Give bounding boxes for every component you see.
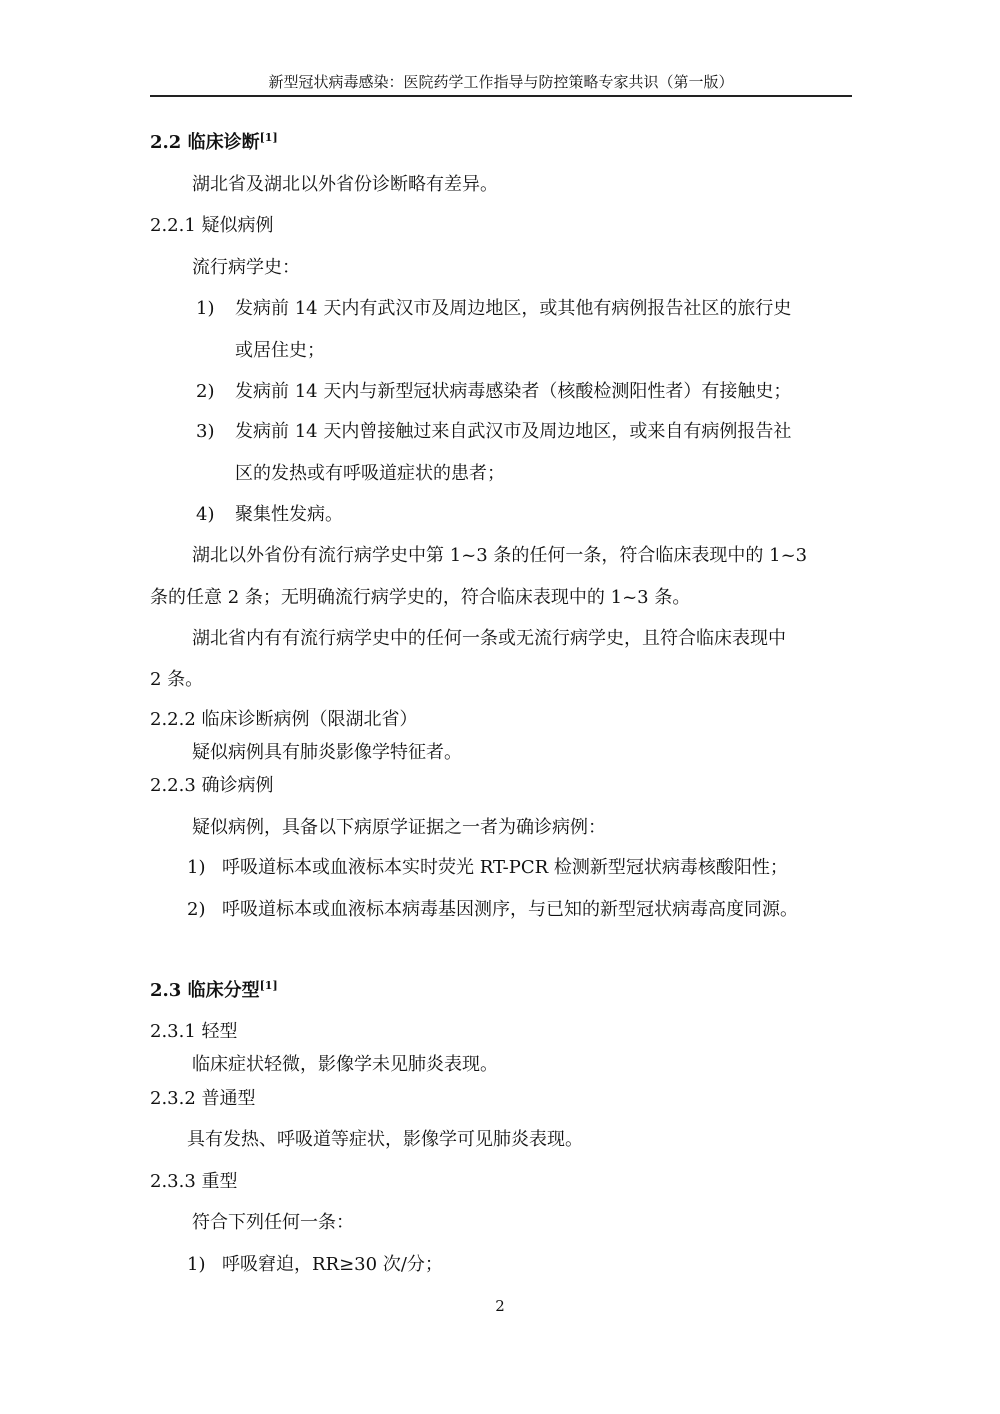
paragraph: 疑似病例，具备以下病原学证据之一者为确诊病例： <box>192 817 606 838</box>
list-item-text-cont: 区的发热或有呼吸道症状的患者； <box>235 463 505 484</box>
subsection-heading-2-3-1: 2.3.1 轻型 <box>150 1021 238 1042</box>
paragraph-line: 2 条。 <box>150 669 204 690</box>
page-number: 2 <box>495 1297 505 1315</box>
paragraph: 疑似病例具有肺炎影像学特征者。 <box>192 742 462 763</box>
list-number: 1) <box>187 1254 206 1275</box>
paragraph: 流行病学史： <box>192 257 300 278</box>
list-number: 1) <box>187 857 206 878</box>
list-number: 2) <box>187 899 206 920</box>
paragraph: 具有发热、呼吸道等症状，影像学可见肺炎表现。 <box>187 1129 583 1150</box>
section-heading-2-2 <box>150 130 278 156</box>
header-rule <box>150 95 852 97</box>
subsection-heading-2-2-1: 2.2.1 疑似病例 <box>150 215 274 236</box>
reference-mark: [1] <box>259 131 278 144</box>
list-number: 4) <box>196 504 215 525</box>
paragraph: 临床症状轻微，影像学未见肺炎表现。 <box>192 1054 498 1075</box>
list-number: 2) <box>196 381 215 402</box>
list-number: 3) <box>196 421 215 442</box>
paragraph-line: 条的任意 2 条；无明确流行病学史的，符合临床表现中的 1~3 条。 <box>150 587 691 608</box>
paragraph: 湖北省及湖北以外省份诊断略有差异。 <box>192 174 498 195</box>
section-title: 2.3 临床分型 <box>150 980 260 1001</box>
paragraph-line: 湖北省内有有流行病学史中的任何一条或无流行病学史，且符合临床表现中 <box>192 628 786 649</box>
list-item-text-cont: 或居住史； <box>235 340 325 361</box>
paragraph: 符合下列任何一条： <box>192 1212 354 1233</box>
section-heading-2-3 <box>150 978 278 1004</box>
list-item-text: 呼吸道标本或血液标本实时荧光 RT-PCR 检测新型冠状病毒核酸阳性； <box>222 857 788 878</box>
list-number: 1) <box>196 298 215 319</box>
reference-mark: [1] <box>259 979 278 992</box>
subsection-heading-2-2-3: 2.2.3 确诊病例 <box>150 775 274 796</box>
subsection-heading-2-3-2: 2.3.2 普通型 <box>150 1088 256 1109</box>
list-item-text: 发病前 14 天内有武汉市及周边地区，或其他有病例报告社区的旅行史 <box>235 298 792 319</box>
list-item-text: 发病前 14 天内曾接触过来自武汉市及周边地区，或来自有病例报告社 <box>235 421 792 442</box>
section-title: 2.2 临床诊断 <box>150 132 260 153</box>
list-item-text: 呼吸道标本或血液标本病毒基因测序，与已知的新型冠状病毒高度同源。 <box>222 899 798 920</box>
list-item-text: 聚集性发病。 <box>235 504 343 525</box>
paragraph-line: 湖北以外省份有流行病学史中第 1~3 条的任何一条，符合临床表现中的 1~3 <box>192 545 808 566</box>
list-item-text: 发病前 14 天内与新型冠状病毒感染者（核酸检测阳性者）有接触史； <box>235 381 792 402</box>
running-header: 新型冠状病毒感染：医院药学工作指导与防控策略专家共识（第一版） <box>268 73 734 91</box>
subsection-heading-2-3-3: 2.3.3 重型 <box>150 1171 238 1192</box>
list-item-text: 呼吸窘迫，RR≥30 次/分； <box>222 1254 443 1275</box>
subsection-heading-2-2-2: 2.2.2 临床诊断病例（限湖北省） <box>150 709 418 730</box>
